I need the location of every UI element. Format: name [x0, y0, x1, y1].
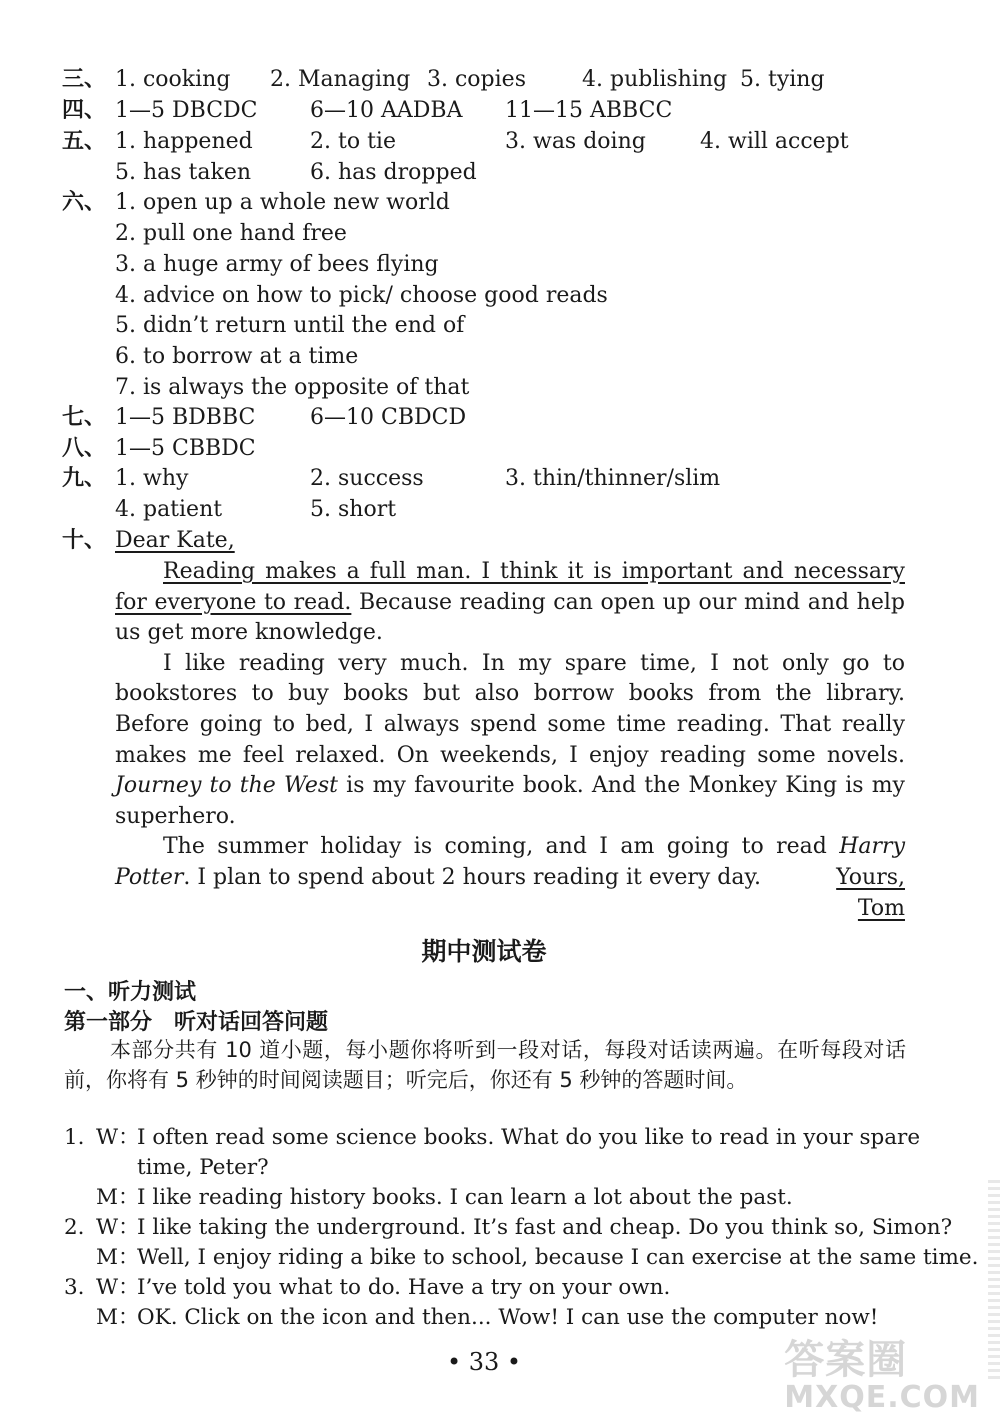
answer-item: 6—10 CBDCD — [310, 405, 467, 430]
dialogue-line: I like reading history books. I can learn a lot about the past. — [137, 1185, 793, 1210]
letter-closing — [0, 864, 905, 892]
section-label: 三、 — [62, 67, 107, 92]
underlined-sentence: Reading makes a full man. I think it is important and necessary for everyone to read. — [115, 559, 905, 615]
answer-item: 6. has dropped — [310, 160, 477, 185]
answer-item: 5. didn’t return until the end of — [115, 313, 465, 338]
section-label: 十、 — [62, 528, 107, 553]
answer-item: 1—5 BDBBC — [115, 405, 256, 430]
answer-item: 3. copies — [427, 67, 526, 92]
dialogue-number: 1. — [64, 1125, 85, 1150]
answer-item: 4. advice on how to pick/ choose good reads — [115, 283, 608, 308]
dialogue-line: OK. Click on the icon and then... Wow! I can use the computer now! — [137, 1305, 879, 1330]
answer-item: 1. cooking — [115, 67, 231, 92]
watermark-text: 答案圈 — [784, 1337, 908, 1383]
book-title: Journey to the West — [115, 773, 338, 799]
speaker-label: M： — [96, 1305, 140, 1330]
answer-item: 6. to borrow at a time — [115, 344, 359, 369]
speaker-label: W： — [96, 1275, 140, 1300]
section-label: 四、 — [62, 98, 107, 123]
answer-item: 1. why — [115, 466, 189, 491]
answer-item: 2. to tie — [310, 129, 396, 154]
letter-text: is my favourite book. And the Monkey King is my superhero. — [115, 773, 905, 829]
letter-text: The summer holiday is coming, and I am going to read — [163, 834, 840, 860]
watermark-url: MXQE.COM — [784, 1380, 980, 1415]
letter-text: . I plan to spend about 2 hours reading it every day. — [183, 864, 761, 890]
answer-item: 11—15 ABBCC — [505, 98, 673, 123]
section-label: 八、 — [62, 436, 107, 461]
answer-item: 1—5 DBCDC — [115, 98, 258, 123]
section-label: 九、 — [62, 466, 107, 491]
answer-item: 2. success — [310, 466, 424, 491]
dialogue-number: 3. — [64, 1275, 85, 1300]
answer-item: 7. is always the opposite of that — [115, 375, 470, 400]
letter-signature — [0, 895, 905, 923]
answer-item: 1. happened — [115, 129, 253, 154]
letter-text: I like reading very much. In my spare time, I not only go to bookstores to buy books but also borrow books from the library. Before going to bed, I always spend some time reading. That really makes me feel relaxed. On weekends, I enjoy reading some novels. — [115, 650, 905, 768]
dialogue-line: Well, I enjoy riding a bike to school, because I can exercise at the same time. — [137, 1245, 979, 1270]
answer-item: 2. Managing — [270, 67, 411, 92]
page-edge-decoration — [988, 1180, 1000, 1380]
dialogue-number: 2. — [64, 1215, 85, 1240]
speaker-label: W： — [96, 1215, 140, 1240]
section-label: 五、 — [62, 129, 107, 154]
speaker-label: W： — [96, 1125, 140, 1150]
watermark-logo — [784, 1337, 980, 1415]
letter-paragraph-1 — [115, 557, 905, 649]
answer-item: 4. patient — [115, 497, 223, 522]
answer-item: 2. pull one hand free — [115, 221, 347, 246]
letter-greeting: Dear Kate, — [115, 528, 235, 553]
answer-item: 4. publishing — [582, 67, 728, 92]
answer-item: 3. a huge army of bees flying — [115, 252, 439, 277]
answer-item: 6—10 AADBA — [310, 98, 463, 123]
letter-body — [115, 557, 905, 894]
speaker-label: M： — [96, 1245, 140, 1270]
signature-text: Tom — [857, 896, 905, 921]
speaker-label: M： — [96, 1185, 140, 1210]
part-heading: 一、听力测试 — [64, 980, 197, 1005]
dialogue-line: I like taking the underground. It’s fast and cheap. Do you think so, Simon? — [137, 1215, 953, 1240]
letter-paragraph-2 — [115, 649, 905, 833]
instruction-paragraph: 本部分共有 10 道小题，每小题你将听到一段对话，每段对话读两遍。在听每段对话前，你将有 5 秒钟的时间阅读题目；听完后，你还有 5 秒钟的答题时间。 — [64, 1038, 906, 1092]
dialogue-line: I’ve told you what to do. Have a try on your own. — [137, 1275, 671, 1300]
answer-item: 3. thin/thinner/slim — [505, 466, 721, 491]
answer-item: 5. tying — [740, 67, 825, 92]
book-title: Harry Potter — [115, 834, 905, 890]
instruction-text — [64, 1035, 906, 1095]
answer-item: 1—5 CBBDC — [115, 436, 256, 461]
section-label: 六、 — [62, 190, 107, 215]
letter-text: Because reading can open up our mind and help us get more knowledge. — [115, 589, 905, 646]
answer-item: 5. has taken — [115, 160, 252, 185]
answer-item: 1. open up a whole new world — [115, 190, 450, 215]
answer-item: 3. was doing — [505, 129, 646, 154]
page-number: • 33 • — [446, 1348, 522, 1376]
dialogue-line: I often read some science books. What do you like to read in your spare — [137, 1125, 921, 1150]
exam-title: 期中测试卷 — [421, 937, 547, 966]
answer-item: 4. will accept — [700, 129, 849, 154]
dialogue-line: time, Peter? — [137, 1155, 269, 1180]
section-label: 七、 — [62, 405, 107, 430]
sub-heading: 第一部分 听对话回答问题 — [64, 1010, 329, 1035]
answer-item: 5. short — [310, 497, 397, 522]
closing-text: Yours, — [836, 865, 905, 890]
